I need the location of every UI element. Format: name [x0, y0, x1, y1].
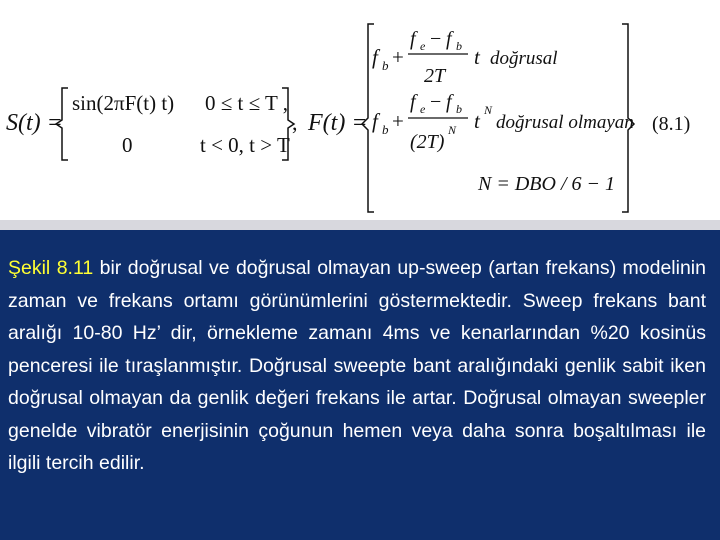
comma: , [292, 110, 298, 135]
num-fb-1: f [446, 28, 452, 50]
equation-8-1 [0, 0, 720, 220]
num-fe-1: f [410, 28, 416, 50]
minus-2: − [430, 91, 442, 113]
f-b-sub-2: b [382, 122, 389, 137]
den-2t-paren: (2T) [410, 131, 445, 153]
caption-panel [0, 230, 720, 540]
s-lhs: S(t) = [6, 110, 63, 136]
plus-2: + [392, 109, 404, 133]
plus-1: + [392, 45, 404, 69]
caption-text: bir doğrusal ve doğrusal olmayan up-sweep (artan frekans) modelinin zaman ve frekans ortamı görünümlerini göstermektedir. Sweep frekans bant aralığı 10-80 Hz’ dir, örnekleme zamanı 4ms ve kenarlarından %20 kosinüs penceresi ile tıraşlanmıştır. Doğrusal sweepte bant aralığındaki genlik sabit iken doğrusal olmayan da genlik değeri frekans ile artar. Doğrusal olmayan sweepler genelde vibratör enerjisinin çoğunun hemen veya daha sonra boşaltılması ile ilgili tercih edilir. [8, 257, 706, 474]
t-2: t [474, 109, 480, 133]
caption-paragraph [8, 252, 706, 480]
minus-1: − [430, 28, 442, 50]
s-case1-expr: sin(2πF(t) t) [72, 91, 175, 115]
f-b-sub-1: b [382, 58, 389, 73]
s-case2-expr: 0 [122, 133, 133, 157]
num-b-sub-1: b [456, 39, 462, 53]
num-fb-2: f [446, 91, 452, 113]
label-dogrusal-olmayan: doğrusal olmayan [496, 112, 634, 133]
num-b-sub-2: b [456, 102, 462, 116]
num-fe-2: f [410, 91, 416, 113]
equation-image [0, 0, 720, 220]
f-lhs: F(t) = [308, 110, 368, 136]
equation-number: (8.1) [652, 113, 691, 135]
t-1: t [474, 45, 480, 69]
t-exp-n: N [484, 103, 493, 117]
f-b-2: f [372, 109, 378, 133]
figure-reference: Şekil 8.11 [8, 257, 94, 279]
label-dogrusal: doğrusal [490, 48, 558, 69]
num-e-sub-2: e [420, 102, 426, 116]
den-exp-n: N [448, 123, 457, 137]
num-e-sub-1: e [420, 39, 426, 53]
s-case2-cond: t < 0, t > T [200, 133, 290, 157]
s-case1-cond: 0 ≤ t ≤ T , [205, 91, 288, 115]
n-equation: N = DBO / 6 − 1 [478, 173, 615, 195]
separator-band [0, 220, 720, 230]
den-2t: 2T [424, 65, 446, 87]
f-b-1: f [372, 45, 378, 69]
